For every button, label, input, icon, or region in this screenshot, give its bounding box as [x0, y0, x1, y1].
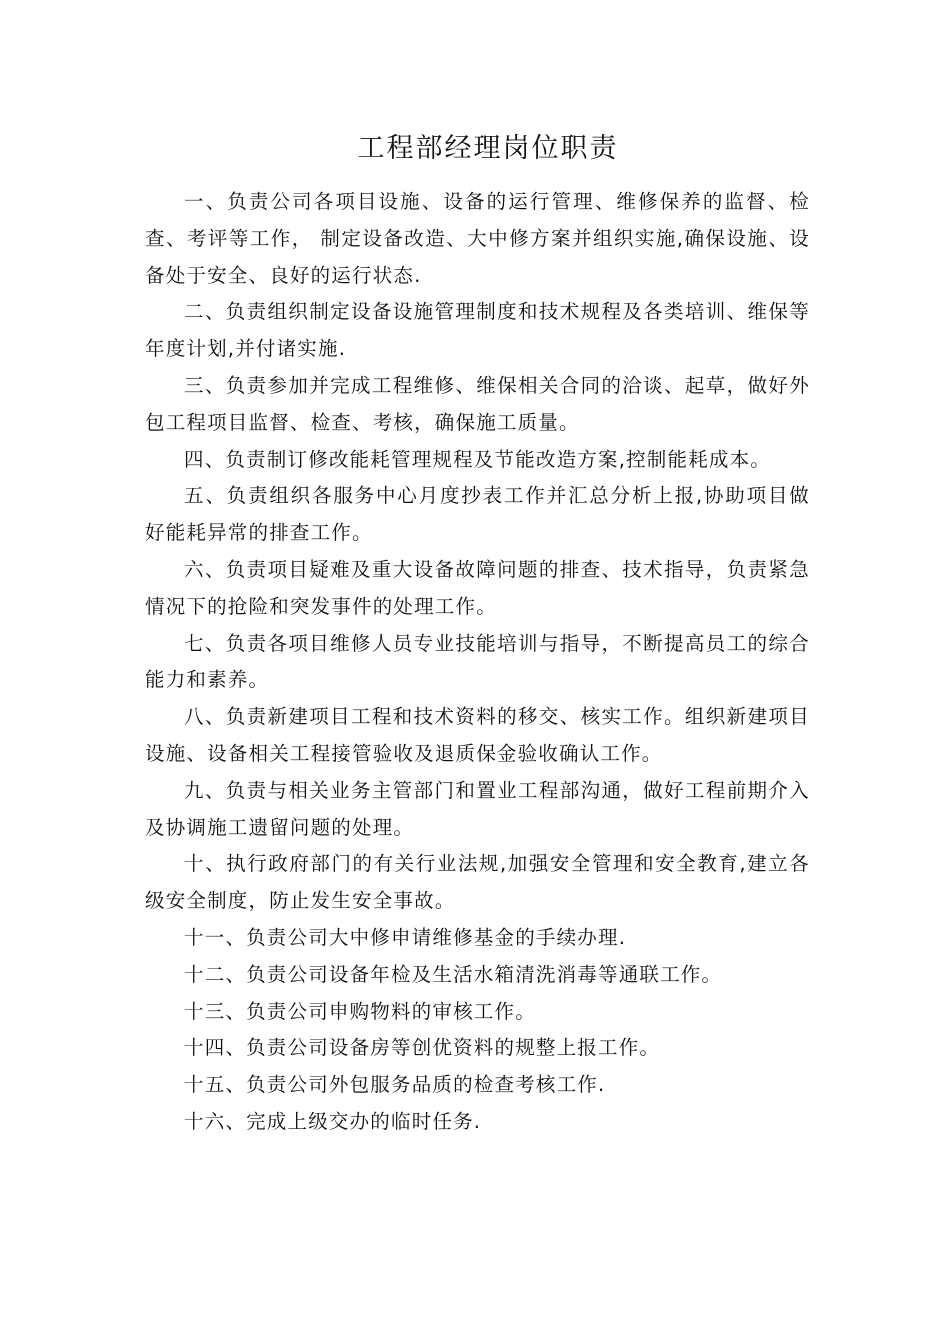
paragraph-14: 十四、负责公司设备房等创优资料的规整上报工作。: [184, 1036, 661, 1060]
paragraph-4: 四、负责制订修改能耗管理规程及节能改造方案,控制能耗成本。: [184, 447, 771, 471]
document-body: [145, 184, 810, 1141]
paragraph-6: 六、负责项目疑难及重大设备故障问题的排查、技术指导，负责紧急情况下的抢险和突发事件的处理工作。: [145, 557, 810, 618]
paragraph-11: 十一、负责公司大中修申请维修基金的手续办理.: [184, 925, 627, 949]
paragraph-1: 一、负责公司各项目设施、设备的运行管理、维修保养的监督、检查、考评等工作， 制定设备改造、大中修方案并组织实施,确保设施、设备处于安全、良好的运行状态.: [145, 190, 810, 287]
paragraph-10: 十、执行政府部门的有关行业法规,加强安全管理和安全教育,建立各级安全制度，防止发生安全事故。: [145, 852, 810, 913]
paragraph-2: 二、负责组织制定设备设施管理制度和技术规程及各类培训、维保等年度计划,并付诸实施.: [145, 300, 810, 361]
paragraph-9: 九、负责与相关业务主管部门和置业工程部沟通，做好工程前期介入及协调施工遗留问题的处理。: [145, 778, 810, 839]
page-title: 工程部经理岗位职责: [357, 133, 619, 164]
paragraph-16: 十六、完成上级交办的临时任务.: [184, 1109, 482, 1133]
paragraph-7: 七、负责各项目维修人员专业技能培训与指导，不断提高员工的综合能力和素养。: [145, 631, 810, 692]
paragraph-15: 十五、负责公司外包服务品质的检查考核工作.: [184, 1073, 606, 1097]
paragraph-12: 十二、负责公司设备年检及生活水箱清洗消毒等通联工作。: [184, 962, 723, 986]
paragraph-5: 五、负责组织各服务中心月度抄表工作并汇总分析上报,协助项目做好能耗异常的排查工作。: [145, 484, 810, 545]
paragraph-3: 三、负责参加并完成工程维修、维保相关合同的洽谈、起草，做好外包工程项目监督、检查、考核，确保施工质量。: [145, 373, 810, 434]
paragraph-13: 十三、负责公司申购物料的审核工作。: [184, 999, 536, 1023]
paragraph-8: 八、负责新建项目工程和技术资料的移交、核实工作。组织新建项目设施、设备相关工程接管验收及退质保金验收确认工作。: [145, 705, 810, 765]
